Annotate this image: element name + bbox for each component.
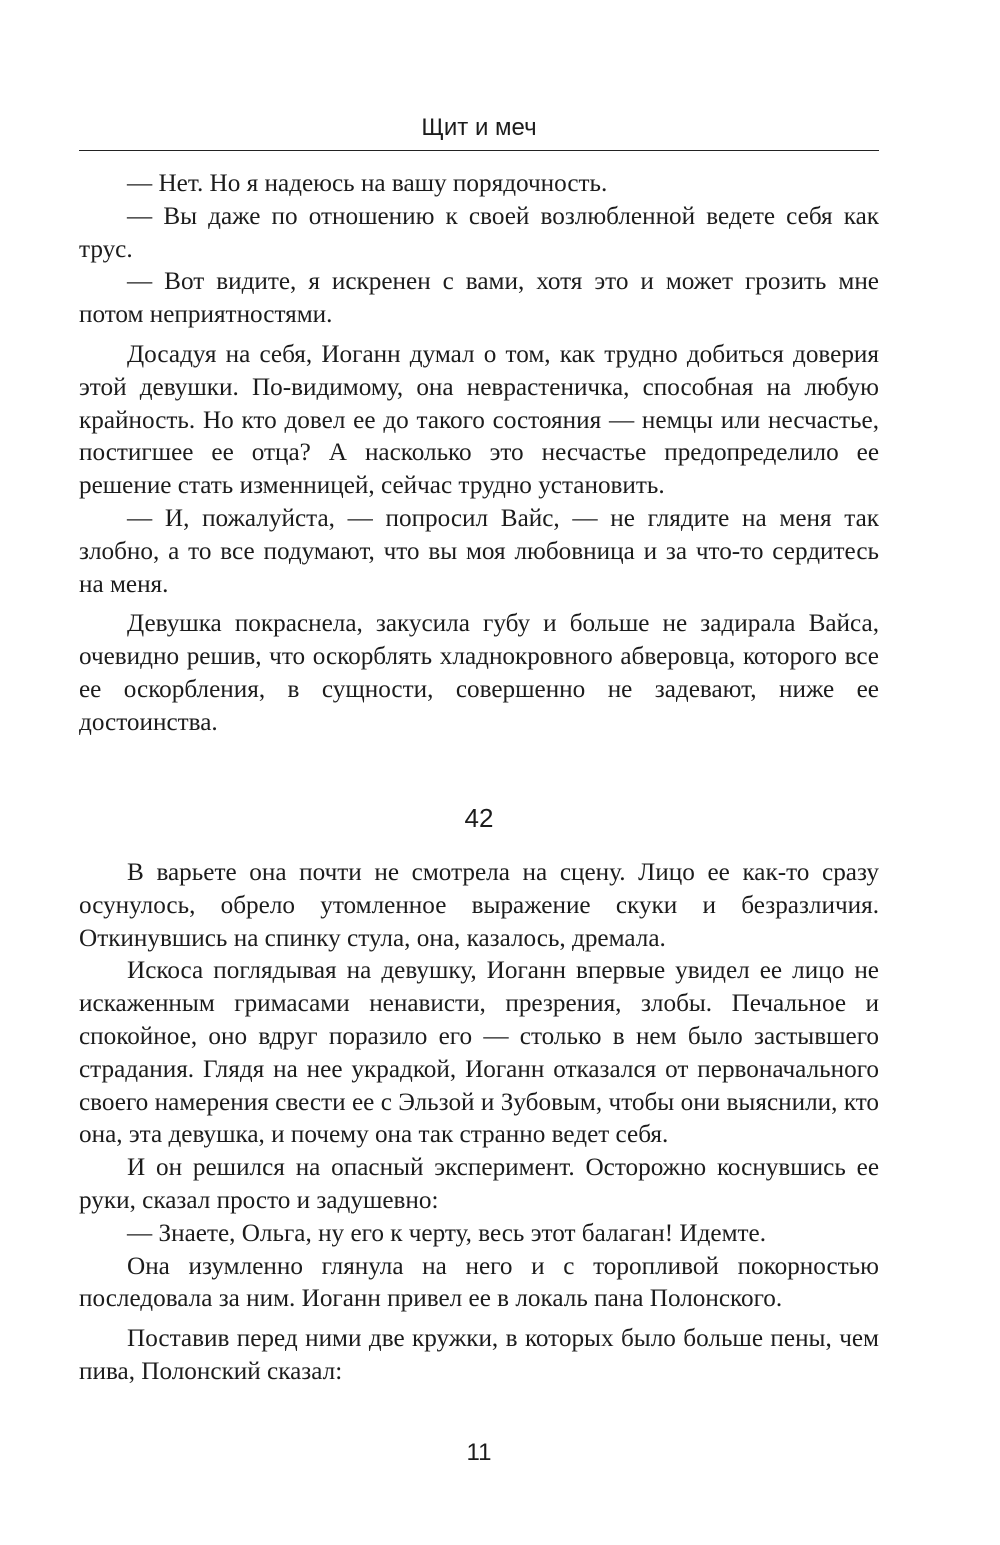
text-section-one [79, 168, 879, 740]
text-section-two [79, 857, 879, 1389]
paragraph: И он решился на опасный эксперимент. Осторожно коснувшись ее руки, сказал просто и задушевно: [79, 1154, 879, 1214]
paragraph: Она изумленно глянула на него и с торопливой покорностью последовала за ним. Иоганн привел ее в локаль пана Полонского. [79, 1252, 879, 1313]
page-number: 11 [466, 1439, 492, 1466]
paragraph: Девушка покраснела, закусила губу и больше не задирала Вайса, очевидно решив, что оскорблять хладнокровного абверовца, которого все ее оскорбления, в сущности, совершенно не задевают, ниже ее достоинства. [79, 610, 879, 736]
header-rule [79, 150, 879, 151]
paragraph: — И, пожалуйста, — попросил Вайс, — не глядите на меня так злобно, а то все подумают, что вы моя любовница и за что-то сердитесь на меня. [79, 504, 879, 598]
paragraph: В варьете она почти не смотрела на сцену. Лицо ее как-то сразу осунулось, обрело утомленное выражение скуки и безразличия. Откинувшись на спинку стула, она, казалось, дремала. [79, 859, 879, 952]
paragraph: Поставив перед ними две кружки, в которых было больше пены, чем пива, Полонский сказал: [79, 1325, 879, 1385]
chapter-number: 42 [464, 803, 494, 833]
paragraph: Искоса поглядывая на девушку, Иоганн впервые увидел ее лицо не искаженным гримасами ненависти, презрения, злобы. Печальное и спокойное, оно вдруг поразило его — столько в нем было застывшего страдания. Глядя на нее украдкой, Иоганн отказался от первоначального своего намерения свести ее с Эльзой и Зубовым, чтобы они выяснили, кто она, эта девушка, и почему она так странно ведет себя. [79, 957, 879, 1149]
paragraph: — Вы даже по отношению к своей возлюбленной ведете себя как трус. [79, 202, 879, 263]
book-page [79, 0, 879, 1545]
paragraph: — Знаете, Ольга, ну его к черту, весь этот балаган! Идемте. [127, 1219, 767, 1247]
paragraph: — Нет. Но я надеюсь на вашу порядочность. [127, 170, 608, 197]
paragraph: Досадуя на себя, Иоганн думал о том, как трудно добиться доверия этой девушки. По-видимому, она неврастеничка, способная на любую крайность. Но кто довел ее до такого состояния — немцы или несчастье, постигшее ее отца? А насколько это несчастье предопределило ее решение стать изменницей, сейчас трудно установить. [79, 340, 879, 500]
paragraph: — Вот видите, я искренен с вами, хотя это и может грозить мне потом неприятностями. [79, 268, 879, 329]
running-title: Щит и меч [421, 114, 537, 141]
